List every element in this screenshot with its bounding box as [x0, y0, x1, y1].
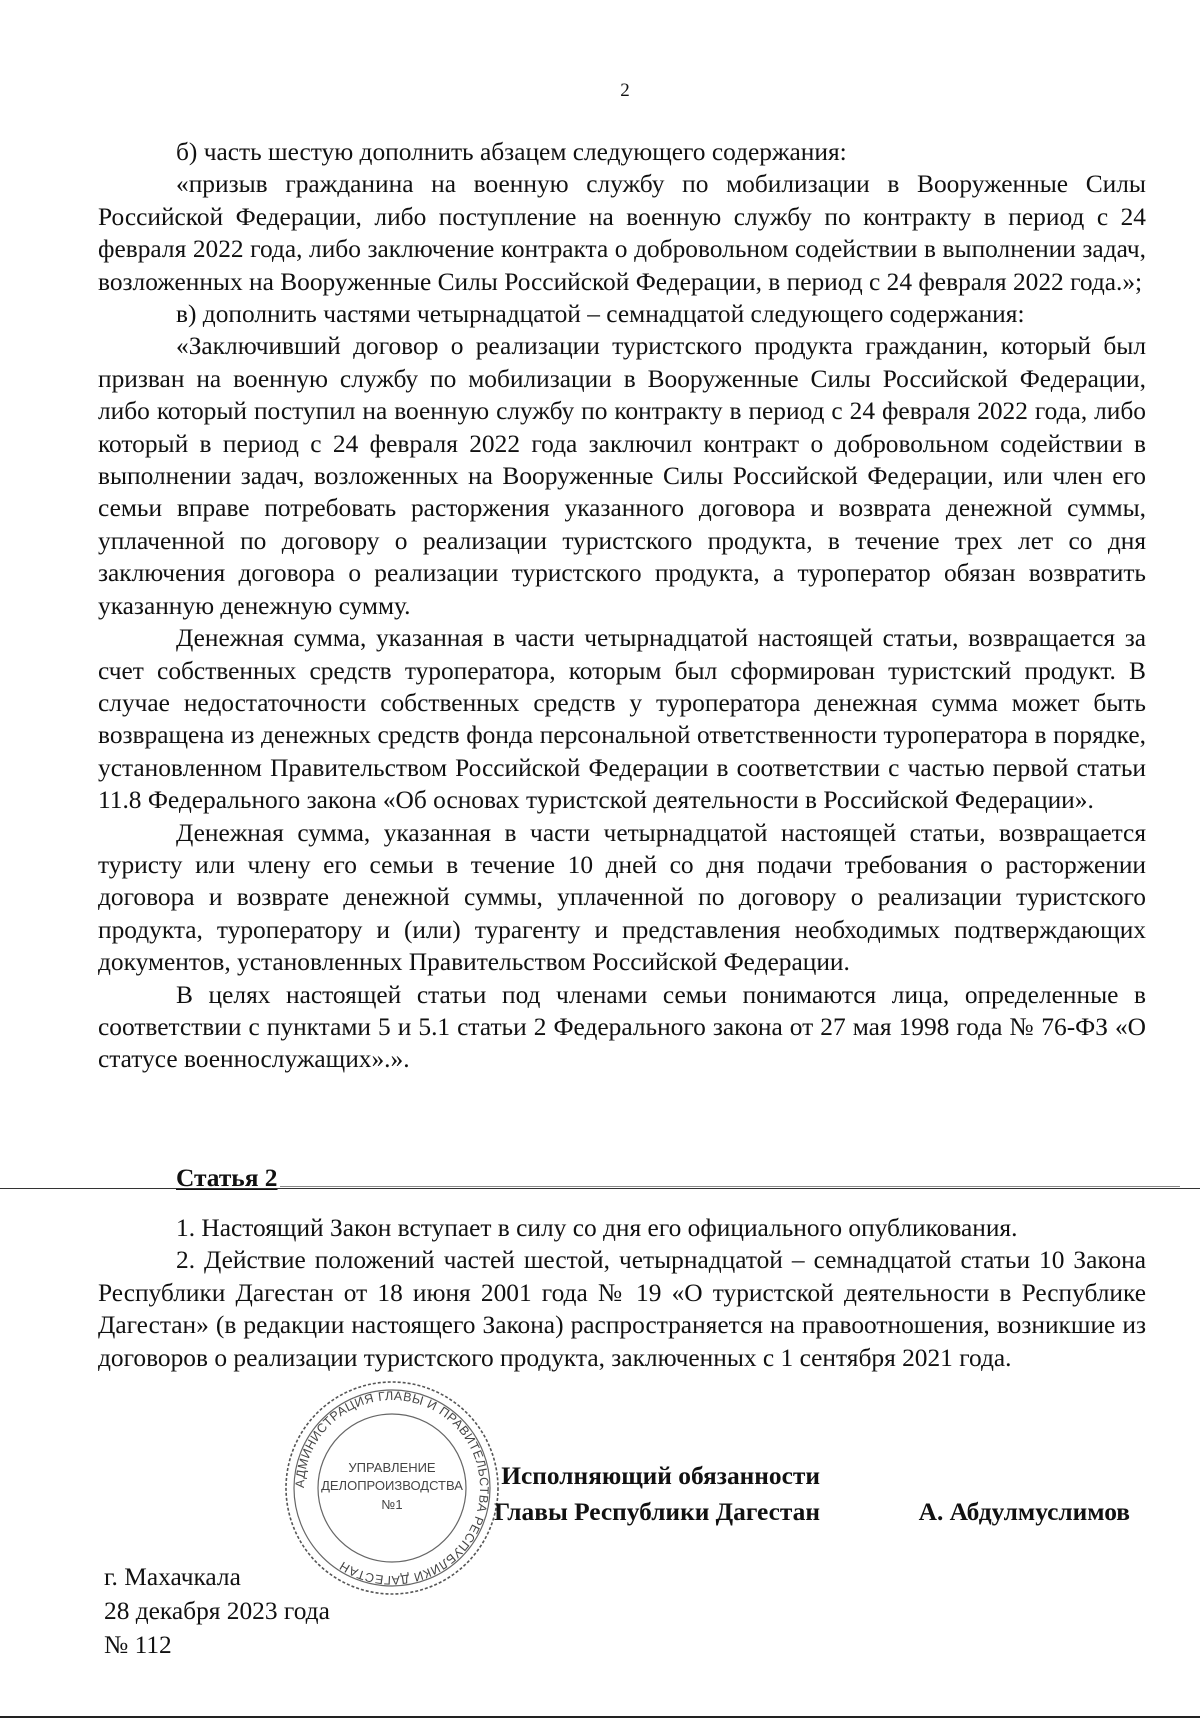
signature-block: [430, 1458, 1160, 1538]
paragraph: Денежная сумма, указанная в части четырнадцатой настоящей статьи, возвращается за счет собственных средств туроператора, которым был сформирован туристский продукт. В случае недостаточности собственных средств у туроператора денежная сумма может быть возвращена из денежных средств фонда персональной ответственности туроператора в порядке, установленном Правительством Российской Федерации в соответствии с частью первой статьи 11.8 Федерального закона «Об основах туристской деятельности в Российской Федерации».: [98, 624, 1146, 815]
place-date-block: [104, 1560, 330, 1662]
paragraph: «призыв гражданина на военную службу по мобилизации в Вооруженные Силы Российской Федерации, либо поступление на военную службу по контракту в период с 24 февраля 2022 года, либо заключение контракта о добровольном содействии в выполнении задач, возложенных на Вооруженные Силы Российской Федерации, в период с 24 февраля 2022 года.»;: [98, 170, 1146, 296]
paragraph: «Заключивший договор о реализации туристского продукта гражданин, который был призван на военную службу по мобилизации в Вооруженные Силы Российской Федерации, либо который поступил на военную службу по контракту в период с 24 февраля 2022 года, либо который в период с 24 февраля 2022 года заключил контракт о добровольном содействии в выполнении задач, возложенных на Вооруженные Силы Российской Федерации, или член его семьи вправе потребовать расторжения указанного договора и возврата денежной суммы, уплаченной по договору о реализации туристского продукта, в течение трех лет со дня заключения договора о реализации туристского продукта, а туроператор обязан возвратить указанную денежную сумму.: [98, 332, 1146, 620]
signatory-title-line: Исполняющий обязанности: [501, 1462, 820, 1490]
article1-amendments: [98, 136, 1146, 1076]
page-number: 2: [620, 80, 630, 101]
date: 28 декабря 2023 года: [104, 1597, 330, 1625]
signatory-title-line: Главы Республики Дагестан: [494, 1498, 820, 1526]
paragraph: в) дополнить частями четырнадцатой – семнадцатой следующего содержания:: [176, 300, 1025, 329]
article2-body: [98, 1212, 1146, 1374]
paragraph: б) часть шестую дополнить абзацем следующего содержания:: [176, 138, 847, 166]
article2-item: 1. Настоящий Закон вступает в силу со дня его официального опубликования.: [176, 1214, 1018, 1242]
paragraph: В целях настоящей статьи под членами семьи понимаются лица, определенные в соответствии с пунктами 5 и 5.1 статьи 2 Федерального закона от 27 мая 1998 года № 76-ФЗ «О статусе военнослужащих».».: [98, 980, 1146, 1074]
seal-ring-text: АДМИНИСТРАЦИЯ ГЛАВЫ И ПРАВИТЕЛЬСТВА РЕСПУБЛИКИ ДАГЕСТАН: [292, 1388, 492, 1588]
article2-heading: Статья 2: [176, 1164, 278, 1192]
seal-line: УПРАВЛЕНИЕ: [348, 1460, 436, 1475]
city: г. Махачкала: [104, 1563, 241, 1591]
scan-divider-line: [0, 1188, 1200, 1189]
seal-line: №1: [381, 1497, 403, 1512]
seal-line: ДЕЛОПРОИЗВОДСТВА: [321, 1478, 463, 1493]
article2-item: 2. Действие положений частей шестой, четырнадцатой – семнадцатой статьи 10 Закона Республики Дагестан от 18 июня 2001 года № 19 «О туристской деятельности в Республике Дагестан» (в редакции настоящего Закона) распространяется на правоотношения, возникшие из договоров о реализации туристского продукта, заключенных с 1 сентября 2021 года.: [98, 1246, 1146, 1372]
signatory-title: [430, 1458, 820, 1530]
signatory-name: А. Абдулмуслимов: [918, 1498, 1130, 1526]
paragraph: Денежная сумма, указанная в части четырнадцатой настоящей статьи, возвращается туристу или члену его семьи в течение 10 дней со дня подачи требования о расторжении договора и возврате денежной суммы, уплаченной по договору о реализации туристского продукта, туроператору и (или) турагенту и представления необходимых подтверждающих документов, установленных Правительством Российской Федерации.: [98, 818, 1146, 977]
document-number: № 112: [104, 1631, 172, 1659]
scan-divider-line-faint: [280, 1186, 1180, 1187]
